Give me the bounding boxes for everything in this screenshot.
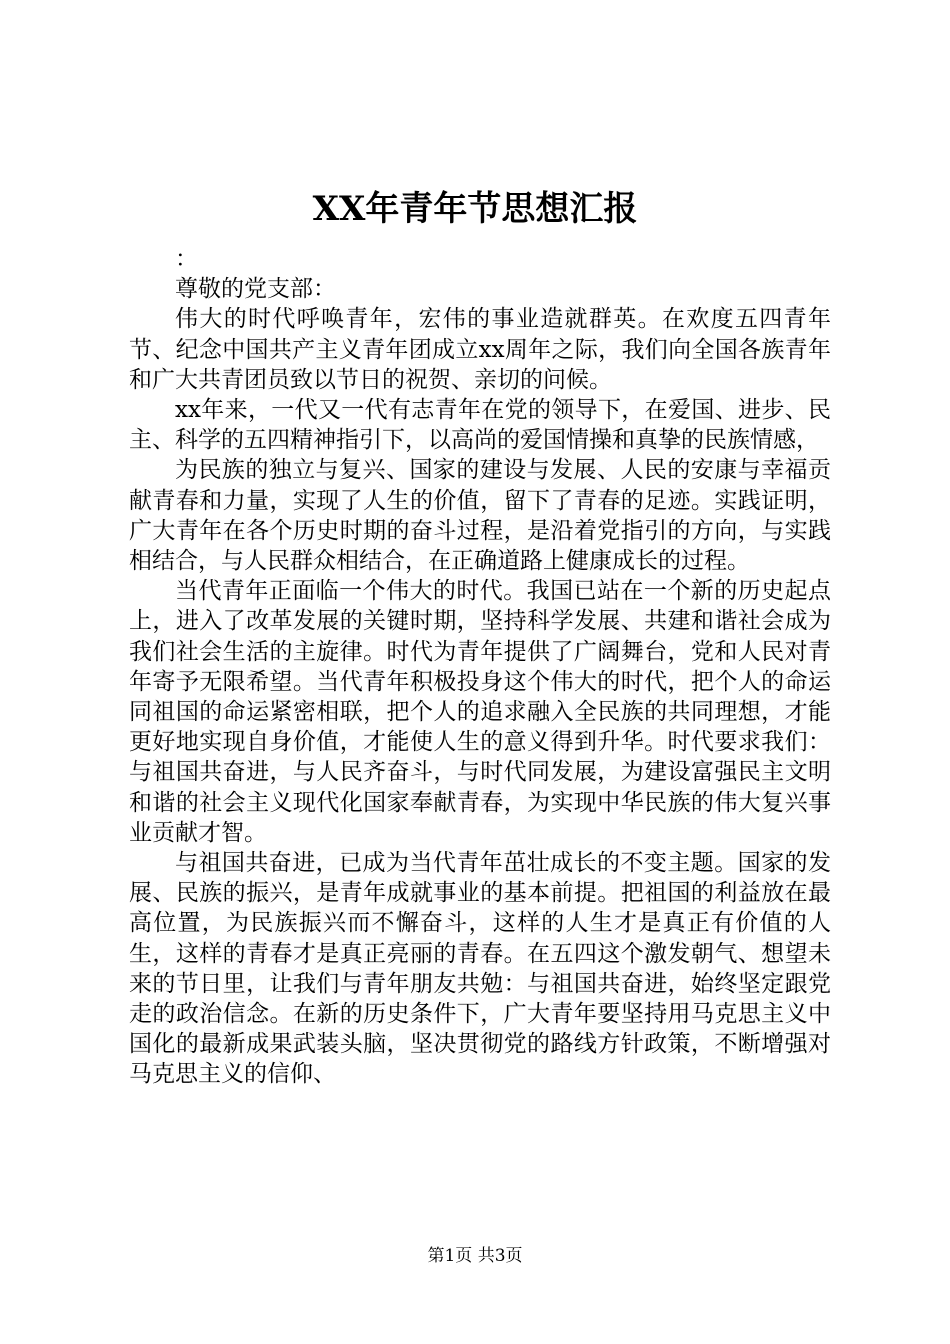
- paragraph-colon: ：: [175, 246, 198, 272]
- paragraph-salutation: 尊敬的党支部：: [175, 276, 336, 303]
- paragraph: 伟大的时代呼唤青年，宏伟的事业造就群英。在欢度五四青年节、纪念中国共产主义青年团成立xx周年之际，我们向全国各族青年和广大共青团员致以节日的祝贺、亲切的问候。: [129, 306, 831, 393]
- document-body: [129, 244, 831, 1090]
- paragraph: 当代青年正面临一个伟大的时代。我国已站在一个新的历史起点上，进入了改革发展的关键时期，坚持科学发展、共建和谐社会成为我们社会生活的主旋律。时代为青年提供了广阔舞台，党和人民对青年寄予无限希望。当代青年积极投身这个伟大的时代，把个人的命运同祖国的命运紧密相联，把个人的追求融入全民族的共同理想，才能更好地实现自身价值，才能使人生的意义得到升华。时代要求我们：与祖国共奋进，与人民齐奋斗，与时代同发展，为建设富强民主文明和谐的社会主义现代化国家奉献青春，为实现中华民族的伟大复兴事业贡献才智。: [129, 578, 831, 846]
- page-footer: 第1页 共3页: [427, 1246, 523, 1266]
- document-title: XX年青年节思想汇报: [312, 189, 638, 229]
- paragraph: xx年来，一代又一代有志青年在党的领导下，在爱国、进步、民主、科学的五四精神指引下，以高尚的爱国情操和真挚的民族情感，: [129, 397, 831, 454]
- paragraph: 为民族的独立与复兴、国家的建设与发展、人民的安康与幸福贡献青春和力量，实现了人生的价值，留下了青春的足迹。实践证明，广大青年在各个历史时期的奋斗过程，是沿着党指引的方向，与实践相结合，与人民群众相结合，在正确道路上健康成长的过程。: [129, 457, 831, 575]
- paragraph: 与祖国共奋进，已成为当代青年茁壮成长的不变主题。国家的发展、民族的振兴，是青年成就事业的基本前提。把祖国的利益放在最高位置，为民族振兴而不懈奋斗，这样的人生才是真正有价值的人生，这样的青春才是真正亮丽的青春。在五四这个激发朝气、想望未来的节日里，让我们与青年朋友共勉：与祖国共奋进，始终坚定跟党走的政治信念。在新的历史条件下，广大青年要坚持用马克思主义中国化的最新成果武装头脑，坚决贯彻党的路线方针政策，不断增强对马克思主义的信仰、: [129, 850, 831, 1088]
